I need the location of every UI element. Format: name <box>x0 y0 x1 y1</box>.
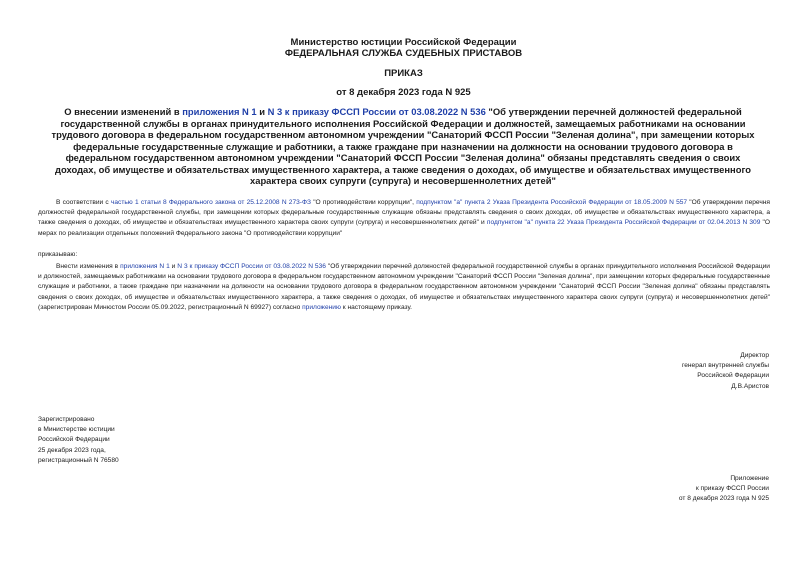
body-text: к настоящему приказу. <box>340 303 412 311</box>
appendix-line: Приложение <box>730 475 769 482</box>
link-appendix-1[interactable]: приложения N 1 <box>120 263 170 270</box>
ministry-heading: Министерство юстиции Российской Федерации <box>290 37 517 48</box>
registration-line: в Министерстве юстиции <box>38 426 115 434</box>
signature-line: Российской Федерации <box>697 372 769 380</box>
preamble-text: "О мерах по реализации отдельных положений Федерального закона "О противодействии коррупции" <box>38 219 770 237</box>
link-decree-309[interactable]: подпунктом "а" пункта 22 Указа Президента Российской Федерации от 02.04.2013 N 309 <box>486 219 761 227</box>
service-heading: ФЕДЕРАЛЬНАЯ СЛУЖБА СУДЕБНЫХ ПРИСТАВОВ <box>284 48 523 59</box>
link-decree-557[interactable]: подпунктом "а" пункта 2 Указа Президента Российской Федерации от 18.05.2009 N 557 <box>416 199 688 206</box>
preamble-text: "Об утверждении перечня должностей федеральной государственной службы, при замещении которых федеральные государственные служащие обязаны представлять сведения о своих доходах, об имуществе и обязательствах имущественного характера, а также сведения о доходах, об имуществе и обязательствах имущественного характера своих супруги (супруга) и несовершеннолетних детей" и <box>38 199 770 227</box>
registration-line: регистрационный N 76580 <box>38 456 119 464</box>
body-text: и <box>169 263 178 270</box>
appendix-line: к приказу ФССП России <box>695 485 769 493</box>
appendix-block <box>679 474 769 505</box>
document-title <box>46 106 760 187</box>
preamble-text: В соответствии с <box>56 199 111 206</box>
registration-line: Российской Федерации <box>38 436 110 444</box>
title-link-order-536[interactable]: N 3 к приказу ФССП России от 03.08.2022 N 536 <box>267 106 486 117</box>
signature-block <box>682 351 769 392</box>
order-word: приказываю: <box>38 251 78 258</box>
document-type: ПРИКАЗ <box>384 68 423 79</box>
body-text: Внести изменения в <box>56 263 121 270</box>
title-text: О внесении изменений в <box>64 106 183 117</box>
preamble-text: "О противодействии коррупции", <box>311 199 417 206</box>
body-text: "Об утверждении перечней должностей федеральной государственной службы в органах принудительного исполнения Российской Федерации и должностей, замещаемых работниками на основании трудового договора в федеральном государственном автономном учреждении "Санаторий ФССП России "Зеленая долина", при замещении которых федеральные государственные служащие и работники, а также граждане при назначении на должности на основании трудового договора в федеральном государственном автономном учреждении "Санаторий ФССП России "Зеленая долина" обязаны представлять сведения о своих доходах, об имуществе и обязательствах имущественного характера, а также сведения о доходах, об имуществе и обязательствах имущественного характера своих супруги (супруга) и несовершеннолетних детей" (зарегистрирован Минюстом России 05.09.2022, регистрационный N 69927) согласно <box>38 263 770 311</box>
title-link-appendix-1[interactable]: приложения N 1 <box>182 106 257 117</box>
link-appendix[interactable]: приложению <box>302 303 341 311</box>
appendix-line: от 8 декабря 2023 года N 925 <box>678 495 769 503</box>
link-order-536[interactable]: N 3 к приказу ФССП России от 03.08.2022 N 536 <box>177 263 326 270</box>
title-text: и <box>256 106 268 117</box>
registration-line: Зарегистрировано <box>38 416 95 423</box>
link-law-273[interactable]: частью 1 статьи 8 Федерального закона от 25.12.2008 N 273-ФЗ <box>110 199 311 206</box>
body-paragraph <box>38 262 770 313</box>
signature-line: генерал внутренней службы <box>681 362 769 370</box>
signature-name: Д.В.Аристов <box>731 382 769 390</box>
preamble-paragraph <box>38 198 770 239</box>
registration-line: 25 декабря 2023 года, <box>38 446 106 454</box>
document-date-number: от 8 декабря 2023 года N 925 <box>336 87 471 98</box>
registration-block <box>38 415 119 466</box>
title-text: "Об утверждении перечней должностей федеральной государственной службы в органах принудительного исполнения Российской Федерации и должностей, замещаемых работниками на основании трудового договора в федеральном государственном автономном учреждении "Санаторий ФССП России "Зеленая долина", при замещении которых федеральные государственные служащие и работники, а также граждане при назначении на должности на основании трудового договора в федеральном государственном автономном учреждении "Санаторий ФССП России "Зеленая долина" обязаны представлять сведения о своих доходах, об имуществе и обязательствах имущественного характера, а также сведения о доходах, об имуществе и обязательствах имущественного характера своих супруги (супруга) и несовершеннолетних детей" <box>51 106 755 186</box>
signature-line: Директор <box>740 352 769 359</box>
